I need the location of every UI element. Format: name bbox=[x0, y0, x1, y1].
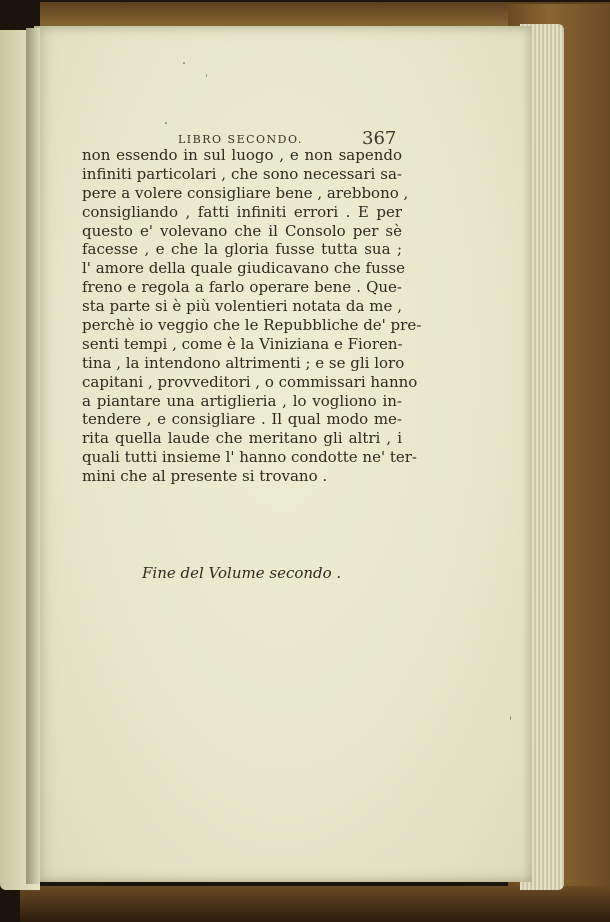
text-line: infiniti particolari , che sono necessari sa- bbox=[82, 164, 402, 183]
paper-speck bbox=[183, 62, 185, 64]
text-line: tendere , e consigliare . Il qual modo me- bbox=[82, 410, 402, 429]
gutter-shadow bbox=[26, 28, 40, 884]
paper-speck bbox=[165, 122, 167, 124]
cover-edge-bottom bbox=[20, 886, 610, 922]
paper-speck bbox=[206, 74, 207, 77]
text-line: freno e regola a farlo operare bene . Que- bbox=[82, 278, 402, 297]
page-number: 367 bbox=[362, 128, 397, 149]
text-line: rita quella laude che meritano gli altri , i bbox=[82, 429, 402, 448]
running-head: LIBRO SECONDO. bbox=[178, 133, 303, 146]
text-line: a piantare una artiglieria , lo vogliono in- bbox=[82, 391, 402, 410]
text-line: non essendo in sul luogo , e non sapendo bbox=[82, 146, 402, 164]
colophon: Fine del Volume secondo . bbox=[142, 564, 342, 582]
text-line: sta parte si è più volentieri notata da me , bbox=[82, 297, 402, 316]
text-line: tina , la intendono altrimenti ; e se gli loro bbox=[82, 353, 405, 372]
text-line: mini che al presente si trovano . bbox=[82, 467, 328, 486]
text-line: pere a volere consigliare bene , arebbono , bbox=[82, 183, 409, 202]
text-line: questo e' volevano che il Consolo per sè bbox=[82, 221, 402, 240]
text-line: l' amore della quale giudicavano che fusse bbox=[82, 259, 406, 278]
paper-speck bbox=[510, 716, 511, 720]
text-line: facesse , e che la gloria fusse tutta sua ; bbox=[82, 240, 402, 259]
text-line: senti tempi , come è la Viniziana e Fioren- bbox=[82, 334, 403, 353]
text-line: perchè io veggio che le Repubbliche de' pre- bbox=[82, 316, 422, 335]
body-text bbox=[82, 146, 422, 486]
text-line: consigliando , fatti infiniti errori . E per bbox=[82, 202, 402, 221]
text-line: quali tutti insieme l' hanno condotte ne' ter- bbox=[82, 448, 417, 467]
text-line: capitani , provveditori , o commissari hanno bbox=[82, 372, 418, 391]
